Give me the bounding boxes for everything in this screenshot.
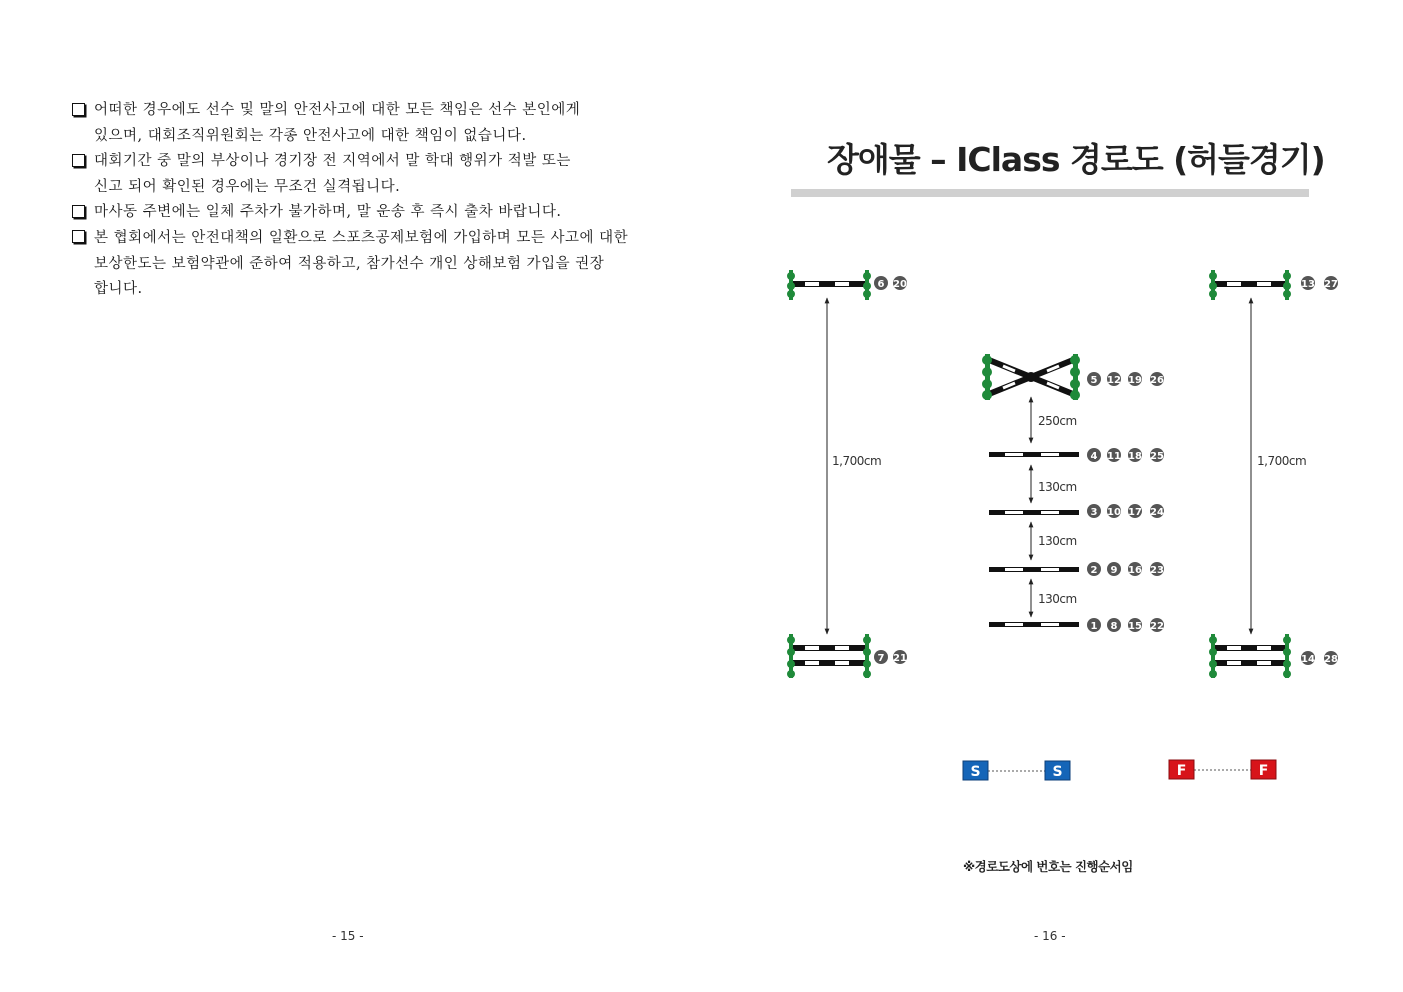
badge-number: 23 [1150,565,1164,576]
distance-label-gap-1: 250cm [1038,414,1077,428]
distance-label-gap-4: 130cm [1038,592,1077,606]
badge-group-row-1 [1087,618,1164,632]
badge-group-top-right [1301,276,1338,290]
badge-number: 5 [1090,375,1098,386]
badge-number: 17 [1128,507,1142,518]
start-line [963,761,1070,780]
distance-label-right: 1,700cm [1257,454,1307,468]
badge-number: 10 [1107,507,1121,518]
obstacle-vertical-top-right [1209,270,1291,300]
notice-3-line-1: 마사동 주변에는 일체 주차가 불가하며, 말 운송 후 즉시 출차 바랍니다. [94,204,562,220]
obstacle-rail-row-3 [989,510,1079,515]
obstacle-vertical-top-left [787,270,871,300]
course-diagram [701,0,1403,992]
wing-standard-icon [1283,634,1291,678]
start-flag-label: S [1052,764,1063,780]
badge-number: 27 [1324,279,1338,290]
obstacle-rail-row-4 [989,452,1079,457]
badge-number: 14 [1301,654,1315,665]
wing-standard-icon [787,270,795,300]
badge-number: 22 [1150,621,1164,632]
badge-number: 7 [877,653,885,664]
page-number-left: - 15 - [332,929,364,943]
badge-number: 11 [1107,451,1121,462]
notice-4-line-3: 합니다. [94,281,143,297]
badge-number: 6 [877,279,885,290]
badge-group-bottom-right [1301,651,1338,665]
badge-group-bottom-left [874,650,907,664]
wing-standard-icon [863,270,871,300]
notice-2-line-1: 대회기간 중 말의 부상이나 경기장 전 지역에서 말 학대 행위가 적발 또는 [94,153,571,169]
notice-1-line-2: 있으며, 대회조직위원회는 각종 안전사고에 대한 책임이 없습니다. [94,128,527,144]
badge-number: 1 [1090,621,1098,632]
badge-group-row-2 [1087,562,1164,576]
obstacle-oxer-bottom-right [1209,634,1291,678]
badge-number: 20 [893,279,907,290]
page-title: 장애물 – IClass 경로도 (허들경기) [827,140,1325,179]
wing-standard-icon [787,634,795,678]
notice-2-line-2: 신고 되어 확인된 경우에는 무조건 실격됩니다. [94,179,401,195]
notice-4-line-2: 보상한도는 보험약관에 준하여 적용하고, 참가선수 개인 상해보험 가입을 권장 [94,256,605,272]
checkbox-icon [72,154,85,167]
wing-standard-icon [1209,634,1217,678]
obstacle-oxer-bottom-left [787,634,871,678]
badge-number: 9 [1110,565,1118,576]
badge-group-row-4 [1087,448,1164,462]
badge-number: 8 [1110,621,1118,632]
checkbox-icon [72,103,85,116]
finish-line [1169,760,1276,779]
badge-number: 25 [1150,451,1164,462]
checkbox-icon [72,205,85,218]
start-flag-label: S [970,764,981,780]
finish-flag-label: F [1258,763,1269,779]
distance-label-gap-3: 130cm [1038,534,1077,548]
obstacle-rail-row-1 [989,622,1079,627]
wing-standard-icon [863,634,871,678]
right-page [701,0,1403,992]
wing-standard-icon [1070,354,1080,400]
notice-4-line-1: 본 협회에서는 안전대책의 일환으로 스포츠공제보험에 가입하며 모든 사고에 대한 [94,230,629,246]
wing-standard-icon [1283,270,1291,300]
wing-standard-icon [1209,270,1217,300]
badge-number: 12 [1107,375,1121,386]
obstacle-cross [982,354,1080,400]
badge-number: 13 [1301,279,1315,290]
page-number-right: - 16 - [1034,929,1066,943]
badge-number: 2 [1090,565,1098,576]
footnote: ※경로도상에 번호는 진행순서임 [963,859,1133,874]
wing-standard-icon [982,354,992,400]
finish-flag-label: F [1176,763,1187,779]
badge-number: 16 [1128,565,1142,576]
badge-number: 21 [893,653,907,664]
distance-label-left: 1,700cm [832,454,882,468]
badge-number: 15 [1128,621,1142,632]
badge-number: 24 [1150,507,1164,518]
left-page [0,0,701,992]
badge-group-row-3 [1087,504,1164,518]
badge-number: 3 [1090,507,1098,518]
checkbox-icon [72,230,85,243]
badge-number: 28 [1324,654,1338,665]
badge-number: 4 [1090,451,1098,462]
distance-label-gap-2: 130cm [1038,480,1077,494]
badge-number: 18 [1128,451,1142,462]
badge-number: 26 [1150,375,1164,386]
badge-group-top-left [874,276,907,290]
badge-number: 19 [1128,375,1142,386]
badge-group-cross [1087,372,1164,386]
notice-1-line-1: 어떠한 경우에도 선수 및 말의 안전사고에 대한 모든 책임은 선수 본인에게 [94,102,581,118]
obstacle-rail-row-2 [989,567,1079,572]
